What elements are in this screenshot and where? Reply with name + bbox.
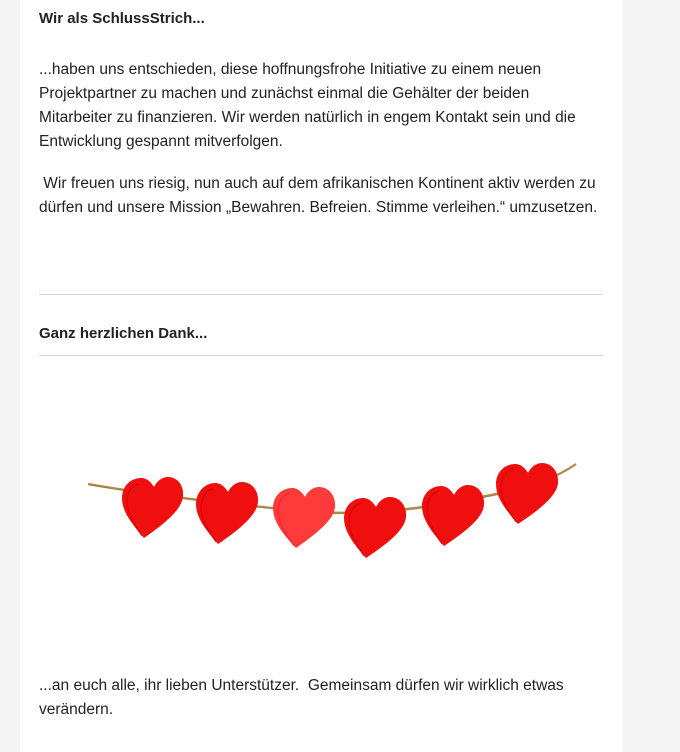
mission-paragraph: Wir freuen uns riesig, nun auch auf dem afrikanischen Kontinent aktiv werden zu dürfen und unsere Mission „Bewahren. Befreien. Stimme verleihen.“ umzusetzen. (39, 175, 598, 216)
section-heading-schlussstrich: Wir als SchlussStrich... (39, 10, 205, 27)
section-heading-dank: Ganz herzlichen Dank... (39, 325, 208, 342)
heart-garland-icon (86, 452, 578, 562)
intro-paragraph: ...haben uns entschieden, diese hoffnungsfrohe Initiative zu einem neuen Projektpartner zu machen und zunächst einmal die Gehälter der beiden Mitarbeiter zu finanzieren. Wir werden natürlich in engem Kontakt sein und die Entwicklung gespannt mitverfolgen. (39, 61, 576, 150)
newsletter-card (20, 0, 622, 752)
heart-4 (344, 497, 406, 558)
heart-3 (273, 487, 335, 548)
heading-underline (39, 355, 603, 356)
thank-you-paragraph: ...an euch alle, ihr lieben Unterstützer. Gemeinsam dürfen wir wirklich etwas verändern. (39, 677, 564, 718)
section-divider (39, 294, 603, 295)
heart-5 (422, 485, 484, 546)
heart-2 (196, 482, 258, 544)
heart-6 (496, 463, 558, 524)
heart-1 (122, 477, 183, 538)
